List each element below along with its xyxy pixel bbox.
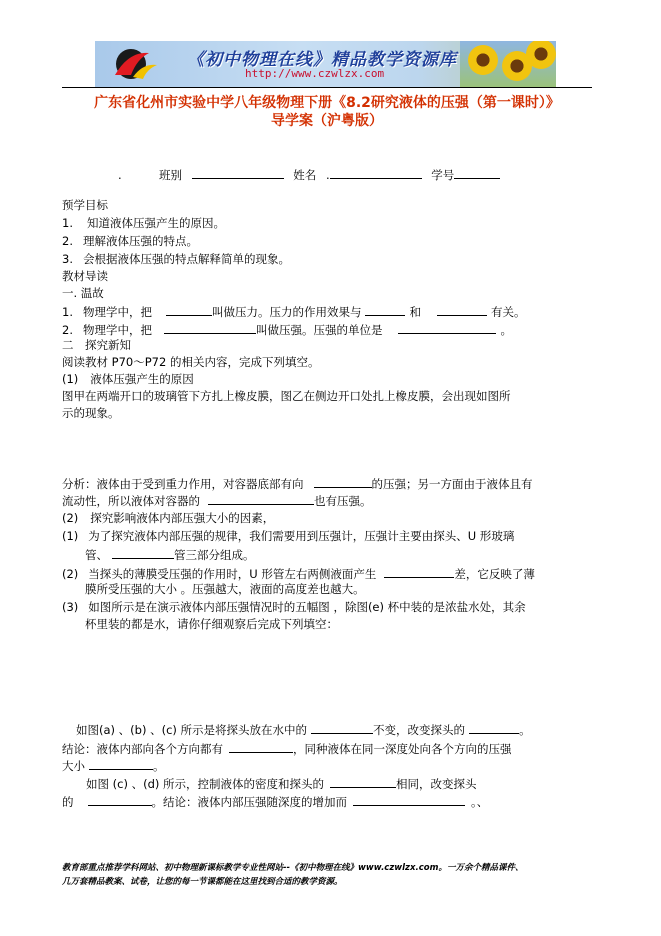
page-subtitle: 导学案（沪粤版）	[271, 113, 383, 129]
name-label: 姓名	[293, 168, 317, 182]
section-2-heading: (2) 探究影响液体内部压强大小的因素，	[62, 511, 275, 525]
goals-heading: 预学目标	[62, 198, 108, 212]
answer-blank[interactable]	[166, 303, 212, 316]
explore-heading: 二 探究新知	[62, 338, 131, 352]
answer-blank[interactable]	[365, 303, 405, 316]
answer-blank[interactable]	[398, 321, 496, 334]
answer-blank[interactable]	[112, 546, 174, 559]
sunflower-image	[460, 41, 556, 87]
header-banner	[95, 41, 556, 87]
class-label: 班别	[158, 168, 182, 182]
answer-blank[interactable]	[229, 740, 293, 753]
point-2-cont: 膜所受压强的大小 。压强越大，液面的高度差也越大。	[85, 582, 365, 596]
fill-line-1: 如图(a) 、(b) 、(c) 所示是将探头放在水中的 不变，改变探头的 。	[76, 723, 531, 737]
answer-blank[interactable]	[311, 721, 373, 734]
header-divider	[62, 87, 592, 88]
section-1-text: 示的现象。	[62, 406, 120, 420]
footer-text: 几万套精品教案、试卷，让您的每一节课都能在这里找到合适的教学资源。	[62, 877, 343, 887]
guide-heading: 教材导读	[62, 269, 108, 283]
review-heading: 一. 温故	[62, 286, 104, 300]
footer-text: 教育部重点推荐学科网站、初中物理新课标教学专业性网站--《初中物理在线》www.czwlzx.com。一万余个精品课件、	[62, 863, 524, 873]
section-1-text: 图甲在两端开口的玻璃管下方扎上橡皮膜，图乙在侧边开口处扎上橡皮膜，会出现如图所	[62, 389, 511, 403]
answer-blank[interactable]	[314, 475, 372, 488]
reading-instruction: 阅读教材 P70～P72 的相关内容，完成下列填空。	[62, 355, 320, 369]
answer-blank[interactable]	[330, 775, 396, 788]
point-2: (2) 当探头的薄膜受压强的作用时，U 形管左右两侧液面产生 差，它反映了薄	[62, 567, 535, 581]
student-info: . 班别 姓名 . 学号	[118, 166, 500, 183]
goal-item: 1. 知道液体压强产生的原因。	[62, 216, 225, 230]
answer-blank[interactable]	[353, 793, 465, 806]
answer-blank[interactable]	[384, 565, 454, 578]
fill-line-3-cont: 的 。结论：液体内部压强随深度的增加而 。、	[62, 795, 489, 809]
answer-blank[interactable]	[208, 492, 314, 505]
site-logo-icon	[109, 45, 161, 83]
section-1-heading: (1) 液体压强产生的原因	[62, 372, 194, 386]
point-1: (1) 为了探究液体内部压强的规律，我们需要用到压强计，压强计主要由探头、U 形玻璃	[62, 529, 515, 543]
point-3-cont: 杯里装的都是水，请你仔细观察后完成下列填空：	[85, 617, 338, 631]
answer-blank[interactable]	[437, 303, 487, 316]
answer-blank[interactable]	[88, 793, 152, 806]
sunflower-icon	[526, 41, 556, 69]
answer-blank[interactable]	[469, 721, 519, 734]
banner-title: 《初中物理在线》精品教学资源库	[187, 50, 457, 70]
page-title: 广东省化州市实验中学八年级物理下册《8.2研究液体的压强（第一课时）》	[94, 95, 560, 111]
point-1-cont: 管、 管三部分组成。	[85, 548, 255, 562]
sunflower-icon	[468, 45, 498, 75]
banner-url[interactable]: http://www.czwlzx.com	[245, 67, 385, 80]
name-field[interactable]	[330, 166, 422, 179]
fill-line-2-cont: 大小 。	[62, 759, 165, 773]
goal-item: 2. 理解液体压强的特点。	[62, 234, 198, 248]
fill-line-2: 结论：液体内部向各个方向都有 ，同种液体在同一深度处向各个方向的压强	[62, 742, 512, 756]
answer-blank[interactable]	[164, 321, 256, 334]
goal-item: 3. 会根据液体压强的特点解释简单的现象。	[62, 252, 290, 266]
fill-line-3: 如图 (c) 、(d) 所示，控制液体的密度和探头的 相同，改变探头	[86, 777, 477, 791]
class-field[interactable]	[192, 166, 284, 179]
analysis-text: 分析：液体由于受到重力作用，对容器底部有向 的压强；另一方面由于液体且有	[62, 477, 533, 491]
number-label: 学号	[431, 168, 455, 182]
number-field[interactable]	[454, 166, 500, 179]
answer-blank[interactable]	[89, 757, 153, 770]
review-question-2: 2. 物理学中，把 叫做压强。压强的单位是 。	[62, 323, 512, 337]
analysis-text: 流动性，所以液体对容器的 也有压强。	[62, 494, 372, 508]
review-question-1: 1. 物理学中，把 叫做压力。压力的作用效果与 和 有关。	[62, 305, 526, 319]
point-3: (3) 如图所示是在演示液体内部压强情况时的五幅图 ，除图(e) 杯中装的是浓盐水处，其余	[62, 600, 526, 614]
